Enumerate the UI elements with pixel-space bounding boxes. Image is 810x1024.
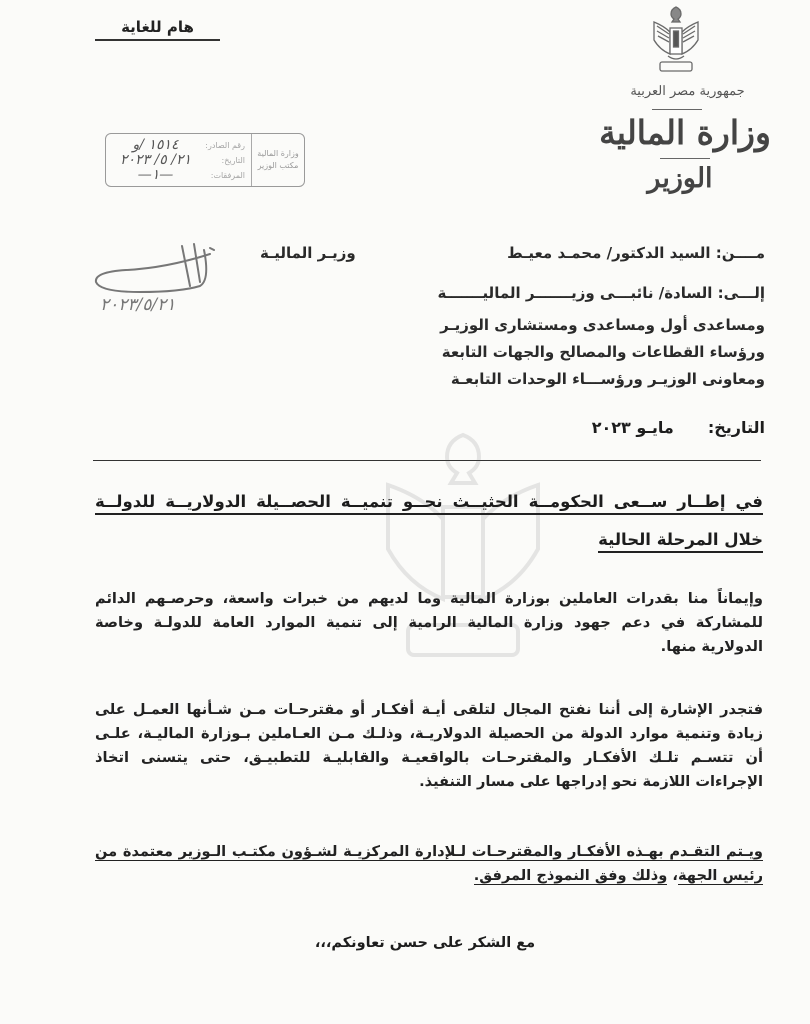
stamp-row-outgoing-number xyxy=(112,138,245,152)
stamp-value: —١— xyxy=(137,167,174,183)
from-name: السيد الدكتور/ محمـد معيـط xyxy=(507,244,711,262)
stamp-row-date xyxy=(112,153,245,167)
instruction-text: ويـتم التقـدم بهـذه الأفكـار والمقترحـات لـلإدارة المركزيـة لشـؤون مكتـب الـوزير معتمدة من رئيس الجهة xyxy=(95,843,763,884)
stamp-label: المرفقات: xyxy=(210,170,245,180)
subject-text: في إطــار ســعى الحكومــة الحثيــث نحــو تنميــة الحصــيلة الدولاريــة للدولــة xyxy=(95,492,763,515)
stamp-office-name: مكتب الوزير xyxy=(257,161,299,170)
stamp-fields xyxy=(106,134,251,186)
stamp-row-attachments xyxy=(112,168,245,182)
subject-line-2 xyxy=(580,530,763,549)
office-title: الوزير xyxy=(647,163,713,194)
to-label: إلـــى: xyxy=(717,284,765,302)
to-recipient: ومساعدى أول ومساعدى ومستشارى الوزيـر xyxy=(440,316,765,334)
registry-stamp xyxy=(105,133,305,187)
eagle-emblem-icon xyxy=(646,4,706,76)
to-recipient: ورؤساء القطاعات والمصالح والجهات التابعة xyxy=(441,343,765,361)
stamp-value: ١٥١٤ /و xyxy=(132,137,179,153)
to-line xyxy=(260,284,765,302)
from-sender xyxy=(507,244,765,262)
letterhead-divider xyxy=(652,109,702,110)
from-line xyxy=(260,244,765,262)
letterhead-divider xyxy=(660,158,710,159)
stamp-office xyxy=(251,134,304,186)
stamp-label: التاريخ: xyxy=(221,155,245,165)
subject-text: خلال المرحلة الحالية xyxy=(598,530,763,553)
signature-date: ٢٠٢٣/٥/٢١ xyxy=(100,295,176,315)
body-paragraph: وإيماناً منا بقدرات العاملين بوزارة المالية وما لديهم من خبرات واسعة، وحرصـهم الدائم للمشاركة في دعم جهود وزارة المالية الرامية إلى تنمية الموارد العامة للدولـة وخاصة الدولارية منها. xyxy=(95,590,763,655)
subject-line xyxy=(95,492,763,511)
to-recipient: السادة/ نائبـــى وزيـــــــر الماليـــــــة xyxy=(437,284,713,302)
republic-name: جمهورية مصر العربية xyxy=(630,84,745,99)
stamp-label: رقم الصادر: xyxy=(205,140,245,150)
to-recipient: ومعاونى الوزيـر ورؤســـاء الوحدات التابعـة xyxy=(450,370,765,388)
handwritten-signature xyxy=(82,238,232,318)
stamp-value: ٢١/ ٥/ ٢٠٢٣ xyxy=(120,152,191,168)
from-label: مــــن: xyxy=(715,244,765,262)
from-title: وزيـر الماليـة xyxy=(260,244,356,262)
urgency-mark: هام للغاية xyxy=(95,18,220,41)
body-paragraph-underlined xyxy=(95,840,763,888)
ministry-name: وزارة المالية xyxy=(599,113,771,152)
stamp-ministry: وزارة المالية xyxy=(257,149,299,158)
closing-remark: مع الشكر على حسن تعاونكم،،، xyxy=(314,935,536,951)
instruction-text: وذلك وفق النموذج المرفق. xyxy=(473,867,668,884)
date-label: التاريخ: xyxy=(707,418,765,437)
date-value: مايـو ٢٠٢٣ xyxy=(591,418,674,437)
body-paragraph: فتجدر الإشارة إلى أننا نفتح المجال لتلقى أيـة أفكـار أو مقترحـات مـن شـأنها العمـل على زيادة وتنمية موارد الدولة من الحصيلة الدولاريـة، وذلـك مـن العـاملين بـوزارة الماليـة، علـى أن تتسـم تلـك الأفكـار والمقترحـات بالواقعيـة والقابليـة للتطبيـق، حتى يتسنى اتخاذ الإجراءات اللازمة نحو إدراجها على مسار التنفيذ. xyxy=(95,701,763,790)
separator: ، xyxy=(667,867,678,884)
